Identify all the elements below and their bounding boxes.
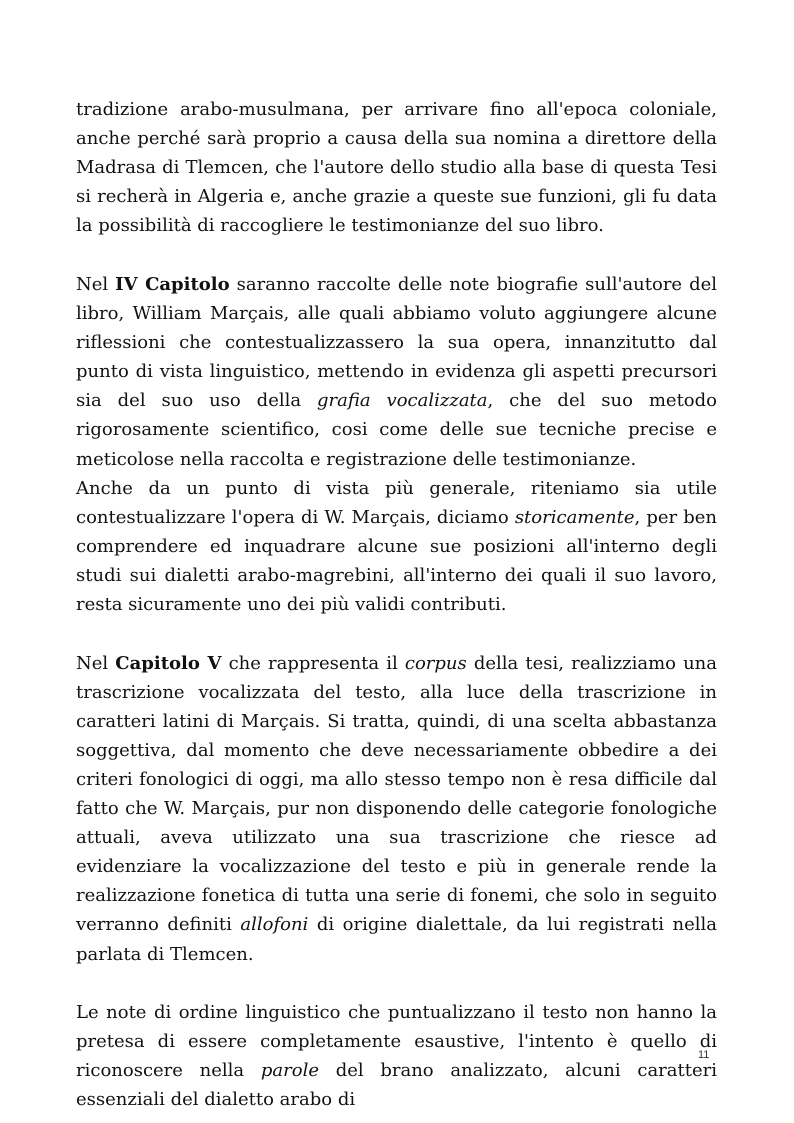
italic-term: storicamente [514,506,635,528]
page-number: 11 [698,1049,710,1061]
text-run: saranno raccolte delle note biografie sull'autore del libro, William Marçais, alle quali abbiamo voluto aggiungere alcune riflessioni che contestualizzassero la sua opera, innanzitutto dal punto di vista linguistico, mettendo in evidenza gli aspetti precursori sia del suo uso della [76,273,717,412]
bold-chapter-label: Capitolo V [115,652,222,674]
text-run: del brano analizzato, alcuni caratteri essenziali del dialetto arabo di [76,1060,718,1111]
text-run: , che del suo metodo rigorosamente scientifico, cosi come delle sue tecniche precise e meticolose nella raccolta e registrazione delle testimonianze. [76,390,718,470]
text-run: Nel [76,273,116,295]
body-text [76,95,717,1115]
italic-term: grafia vocalizzata [317,390,488,412]
text-run: , per ben comprendere ed inquadrare alcune sue posizioni all'interno degli studi sui dialetti arabo-magrebini, all'interno dei quali il suo lavoro, resta sicuramente uno dei più validi contributi. [76,506,717,615]
text-run: di origine dialettale, da lui registrati nella parlata di Tlemcen. [76,914,717,965]
paragraph-capitolo-v [76,649,717,969]
text-run: Le note di ordine linguistico che puntualizzano il testo non hanno la pretesa di essere completamente esaustive, l'intento è quello di riconoscere nella [76,1002,717,1082]
paragraph-tradizione [76,95,717,240]
italic-term: allofoni [240,914,309,936]
italic-term: corpus [404,652,467,674]
text-run: tradizione arabo-musulmana, per arrivare fino all'epoca coloniale, anche perché sarà proprio a causa della sua nomina a direttore della Madrasa di Tlemcen, che l'autore dello studio alla base di questa Tesi si recherà in Algeria e, anche grazie a queste sue funzioni, gli fu data la possibilità di raccogliere le testimonianze del suo libro. [76,99,717,237]
italic-term: parole [260,1060,319,1082]
paragraph-note-linguistiche [76,998,717,1114]
text-run: Anche da un punto di vista più generale, riteniamo sia utile contestualizzare l'opera di W. Marçais, diciamo [76,477,717,528]
text-run: che rappresenta il [221,652,405,674]
text-run: Nel [76,652,116,674]
text-run: della tesi, realizziamo una trascrizione vocalizzata del testo, alla luce della trascrizione in caratteri latini di Marçais. Si tratta, quindi, di una scelta abbastanza soggettiva, dal momento che deve necessariamente obbedire a dei criteri fonologici di oggi, ma allo stesso tempo non è resa difficile dal fatto che W. Marçais, pur non disponendo delle categorie fonologiche attuali, aveva utilizzato una sua trascrizione che riesce ad evidenziare la vocalizzazione del testo e più in generale rende la realizzazione fonetica di tutta una serie di fonemi, che solo in seguito verranno definiti [76,652,718,936]
bold-chapter-label: IV Capitolo [115,273,230,295]
paragraph-contestualizzare [76,474,717,619]
paragraph-capitolo-iv [76,270,717,474]
